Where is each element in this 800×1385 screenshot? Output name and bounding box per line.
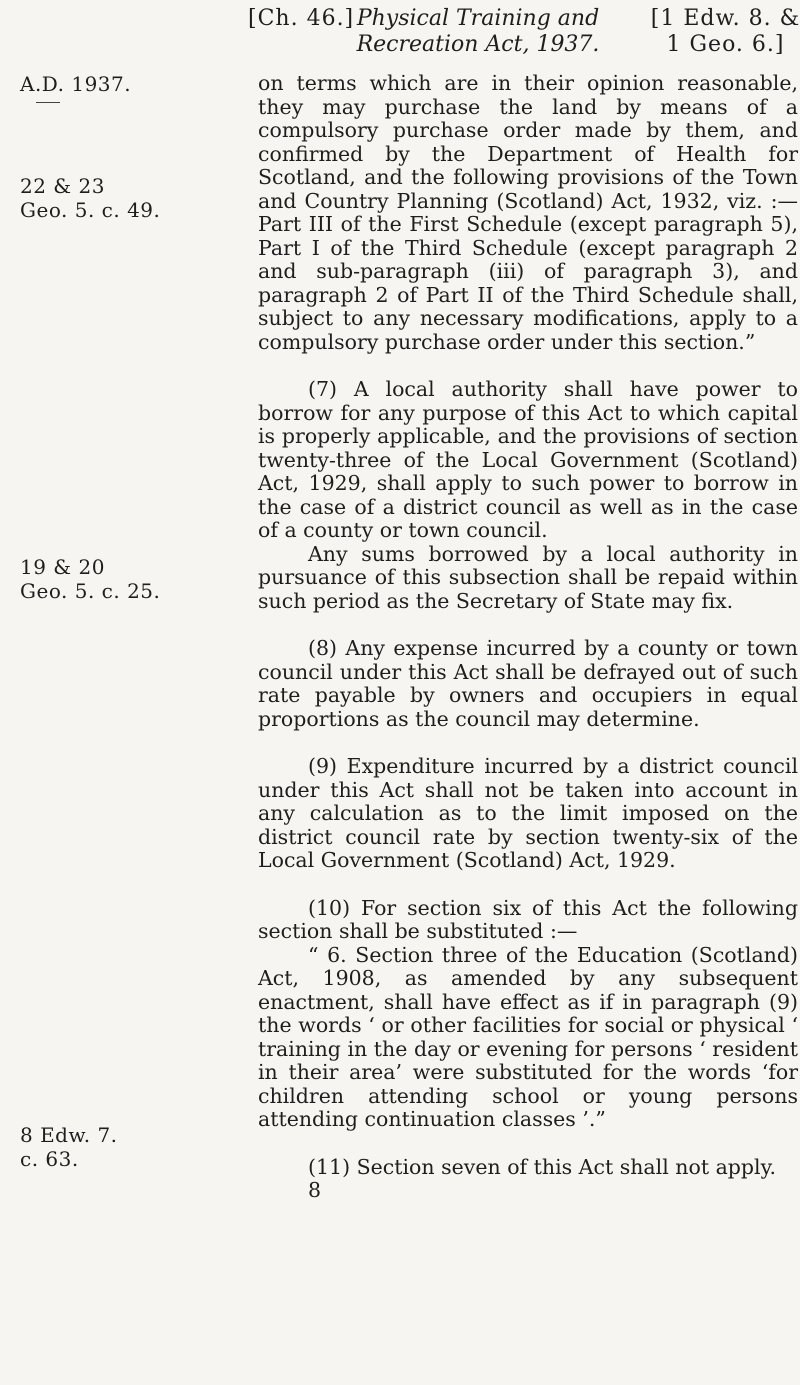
page-number: 8 [308, 1178, 322, 1202]
statute-body [258, 72, 798, 1203]
chapter-reference: [Ch. 46.] [248, 6, 355, 31]
substituted-section-6: “ 6. Section three of the Education (Scotland) Act, 1908, as amended by any subsequent enactment, shall have effect as if in paragraph (9) the words ‘ or other facilities for social or physical ‘ training in the day or evening for persons ‘ resident in their area’ were substituted for the words ‘for children attending school or young persons attending continuation classes ’.” [258, 942, 798, 1131]
margin-divider [36, 102, 60, 103]
act-title-line1: Physical Training and [356, 6, 600, 31]
act-title-line2: Recreation Act, 1937. [356, 32, 600, 57]
margin-note-2-line1: 19 & 20 [20, 555, 105, 579]
regnal-year-header [648, 6, 800, 58]
paragraph-continued: on terms which are in their opinion reasonable, they may purchase the land by means of a compulsory purchase order made by them, and confirmed by the Department of Health for Scotland, and the following provisions of the Town and Country Planning (Scotland) Act, 1932, viz. :— Part III of the First Schedule (except paragraph 5), Part I of the Third Schedule (except paragraph 2 and sub-paragraph (iii) of paragraph 3), and paragraph 2 of Part II of the Third Schedule shall, subject to any necessary modifications, apply to a compulsory purchase order under this section.” [258, 71, 798, 354]
regnal-line2: 1 Geo. 6.] [666, 32, 785, 57]
margin-note-2-line2: Geo. 5. c. 25. [20, 579, 161, 603]
subsection-8: (8) Any expense incurred by a county or town council under this Act shall be defrayed out of such rate payable by owners and occupiers in equal proportions as the council may determine. [258, 636, 798, 731]
margin-note-3-line2: c. 63. [20, 1147, 79, 1171]
subsection-10: (10) For section six of this Act the following section shall be substituted :— [258, 895, 798, 943]
subsection-7: (7) A local authority shall have power to borrow for any purpose of this Act to which capital is properly applicable, and the provisions of section twenty-three of the Local Government (Scotland) Act, 1929, shall apply to such power to borrow in the case of a district council as well as in the case of a county or town council. [258, 377, 798, 542]
margin-note-1-line1: 22 & 23 [20, 174, 105, 198]
act-title-header [348, 6, 608, 58]
subsection-11: (11) Section seven of this Act shall not apply. [308, 1154, 776, 1179]
margin-note-1-line2: Geo. 5. c. 49. [20, 198, 161, 222]
subsection-7-continued: Any sums borrowed by a local authority in pursuance of this subsection shall be repaid within such period as the Secretary of State may fix. [258, 541, 798, 613]
margin-note-3 [20, 1123, 118, 1171]
subsection-9: (9) Expenditure incurred by a district council under this Act shall not be taken into account in any calculation as to the limit imposed on the district council rate by section twenty-six of the Local Government (Scotland) Act, 1929. [258, 754, 798, 872]
margin-year: A.D. 1937. [20, 72, 132, 96]
margin-note-1 [20, 174, 160, 222]
margin-note-2 [20, 555, 160, 603]
regnal-line1: [1 Edw. 8. & [650, 6, 800, 31]
margin-note-3-line1: 8 Edw. 7. [20, 1123, 118, 1147]
